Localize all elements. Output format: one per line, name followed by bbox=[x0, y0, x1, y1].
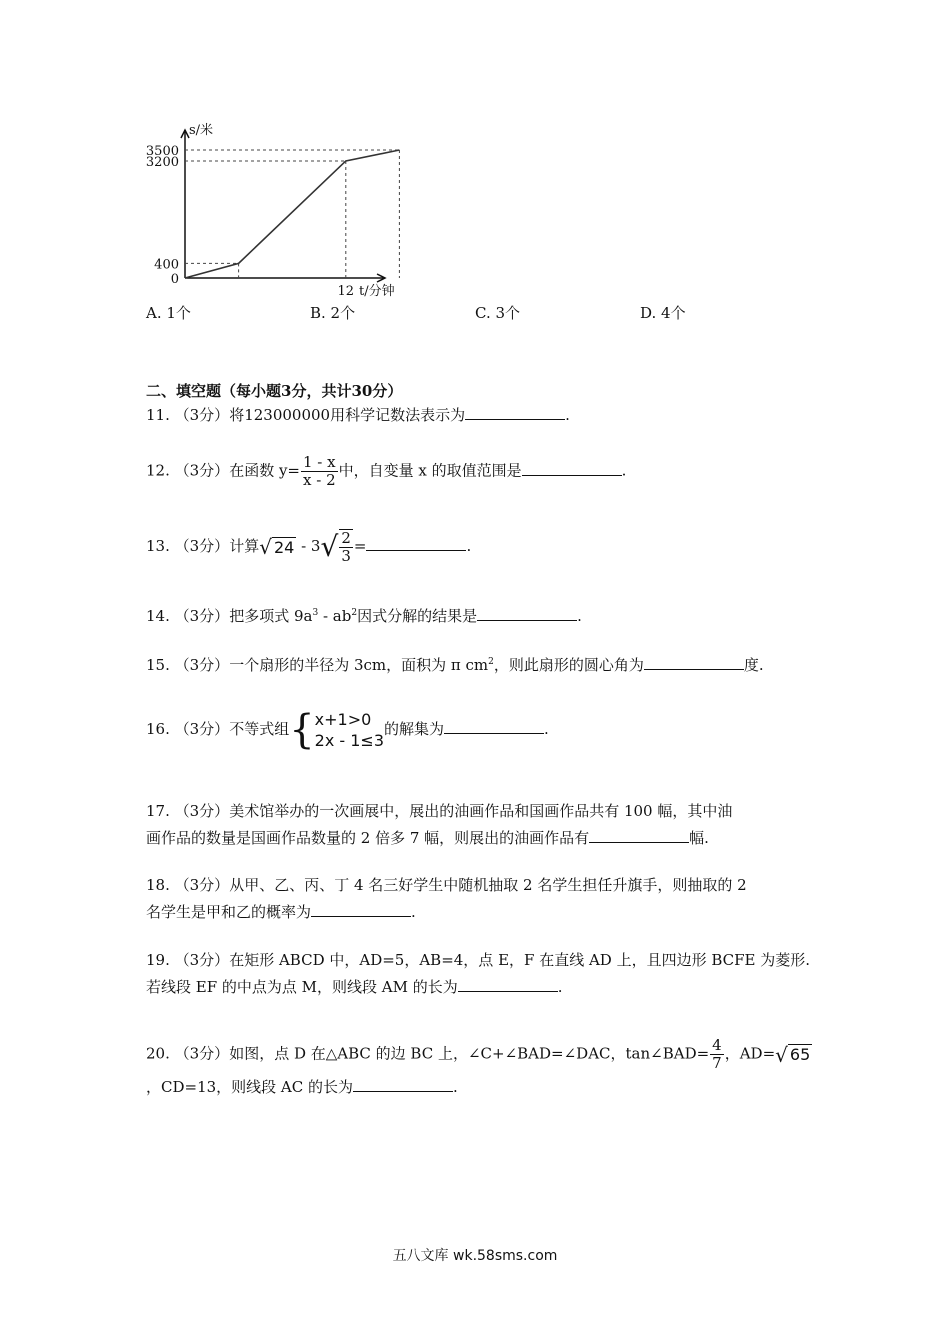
answer-blank bbox=[644, 654, 744, 670]
option-c: C. 3个 bbox=[475, 304, 521, 322]
answer-blank bbox=[366, 535, 466, 551]
sqrt-65: √ 65 bbox=[775, 1042, 811, 1067]
option-b: B. 2个 bbox=[310, 304, 356, 322]
option-d: D. 4个 bbox=[640, 304, 686, 322]
sqrt-fraction: √ $\frac{2}{3}$ bbox=[320, 529, 351, 565]
answer-blank bbox=[444, 718, 544, 734]
y-axis-label: s/米 bbox=[189, 123, 214, 138]
fraction: $\frac{1 - x}{x - 2}$ bbox=[303, 453, 336, 489]
question-17-line2: 画作品的数量是国画作品数量的 2 倍多 7 幅，则展出的油画作品有 幅. bbox=[146, 829, 709, 847]
y-tick-label: 400 bbox=[154, 257, 179, 273]
question-19-line2: 若线段 EF 的中点为点 M，则线段 AM 的长为 . bbox=[146, 978, 563, 996]
option-a: A. 1个 bbox=[146, 304, 191, 322]
y-tick-label: 3500 bbox=[145, 144, 179, 159]
answer-blank bbox=[589, 827, 689, 843]
question-17: 17. （3分）美术馆举办的一次画展中，展出的油画作品和国画作品共有 100 幅，其中油 bbox=[146, 802, 733, 820]
question-15: 15. （3分）一个扇形的半径为 3cm，面积为 π $cm^2$，则此扇形的圆心角为 度. bbox=[146, 656, 764, 674]
section-title: 二、填空题（每小题3分，共计30分） bbox=[146, 382, 403, 400]
y-tick-label: 3200 bbox=[145, 154, 179, 170]
x-axis-label: t/分钟 bbox=[359, 284, 395, 299]
answer-blank bbox=[477, 605, 577, 621]
answer-blank bbox=[465, 404, 565, 420]
brace-icon: { bbox=[289, 707, 315, 753]
question-12: 12. （3分）在函数 y= $\frac{1 - x}{x - 2}$ 中，自变量 x 的取值范围是 . bbox=[146, 453, 627, 489]
answer-blank bbox=[353, 1076, 453, 1092]
question-18: 18. （3分）从甲、乙、丙、丁 4 名三好学生中随机抽取 2 名学生担任升旗手，则抽取的 2 bbox=[146, 876, 747, 894]
question-19: 19. （3分）在矩形 ABCD 中，AD=5，AB=4，点 E，F 在直线 AD 上，且四边形 BCFE 为菱形. bbox=[146, 951, 811, 969]
question-20: 20. （3分）如图，点 D 在△ABC 的边 BC 上，∠C+∠BAD=∠DAC，tan∠BAD= $\frac{4}{7}$ ，AD= √ 65 bbox=[146, 1036, 811, 1072]
fraction: $\frac{4}{7}$ bbox=[712, 1036, 722, 1072]
question-16: 16. （3分）不等式组{ x+1>0 2x - 1≤3 的解集为 . bbox=[146, 707, 549, 753]
y-tick-label: 0 bbox=[170, 272, 179, 287]
inequality-system: x+1>0 2x - 1≤3 bbox=[314, 710, 385, 750]
answer-blank bbox=[458, 976, 558, 992]
question-20-line2: ，CD=13，则线段 AC 的长为 . bbox=[146, 1078, 458, 1096]
question-18-line2: 名学生是甲和乙的概率为 . bbox=[146, 903, 416, 921]
answer-blank bbox=[522, 460, 622, 476]
question-13: 13. （3分）计算 √ 24 - 3 √ $\frac{2}{3}$ = . bbox=[146, 529, 472, 565]
footer-watermark: 五八文库 wk.58sms.com bbox=[392, 1248, 558, 1264]
answer-blank bbox=[311, 901, 411, 917]
question-11: 11. （3分）将123000000用科学记数法表示为 . bbox=[146, 406, 570, 424]
series-line bbox=[185, 150, 399, 278]
distance-time-chart bbox=[130, 118, 420, 303]
x-tick-label: 12 bbox=[337, 284, 355, 299]
sqrt-24: √ 24 bbox=[259, 535, 295, 559]
question-14: 14. （3分）把多项式 $9a^3 - ab^2$因式分解的结果是 . bbox=[146, 607, 582, 625]
